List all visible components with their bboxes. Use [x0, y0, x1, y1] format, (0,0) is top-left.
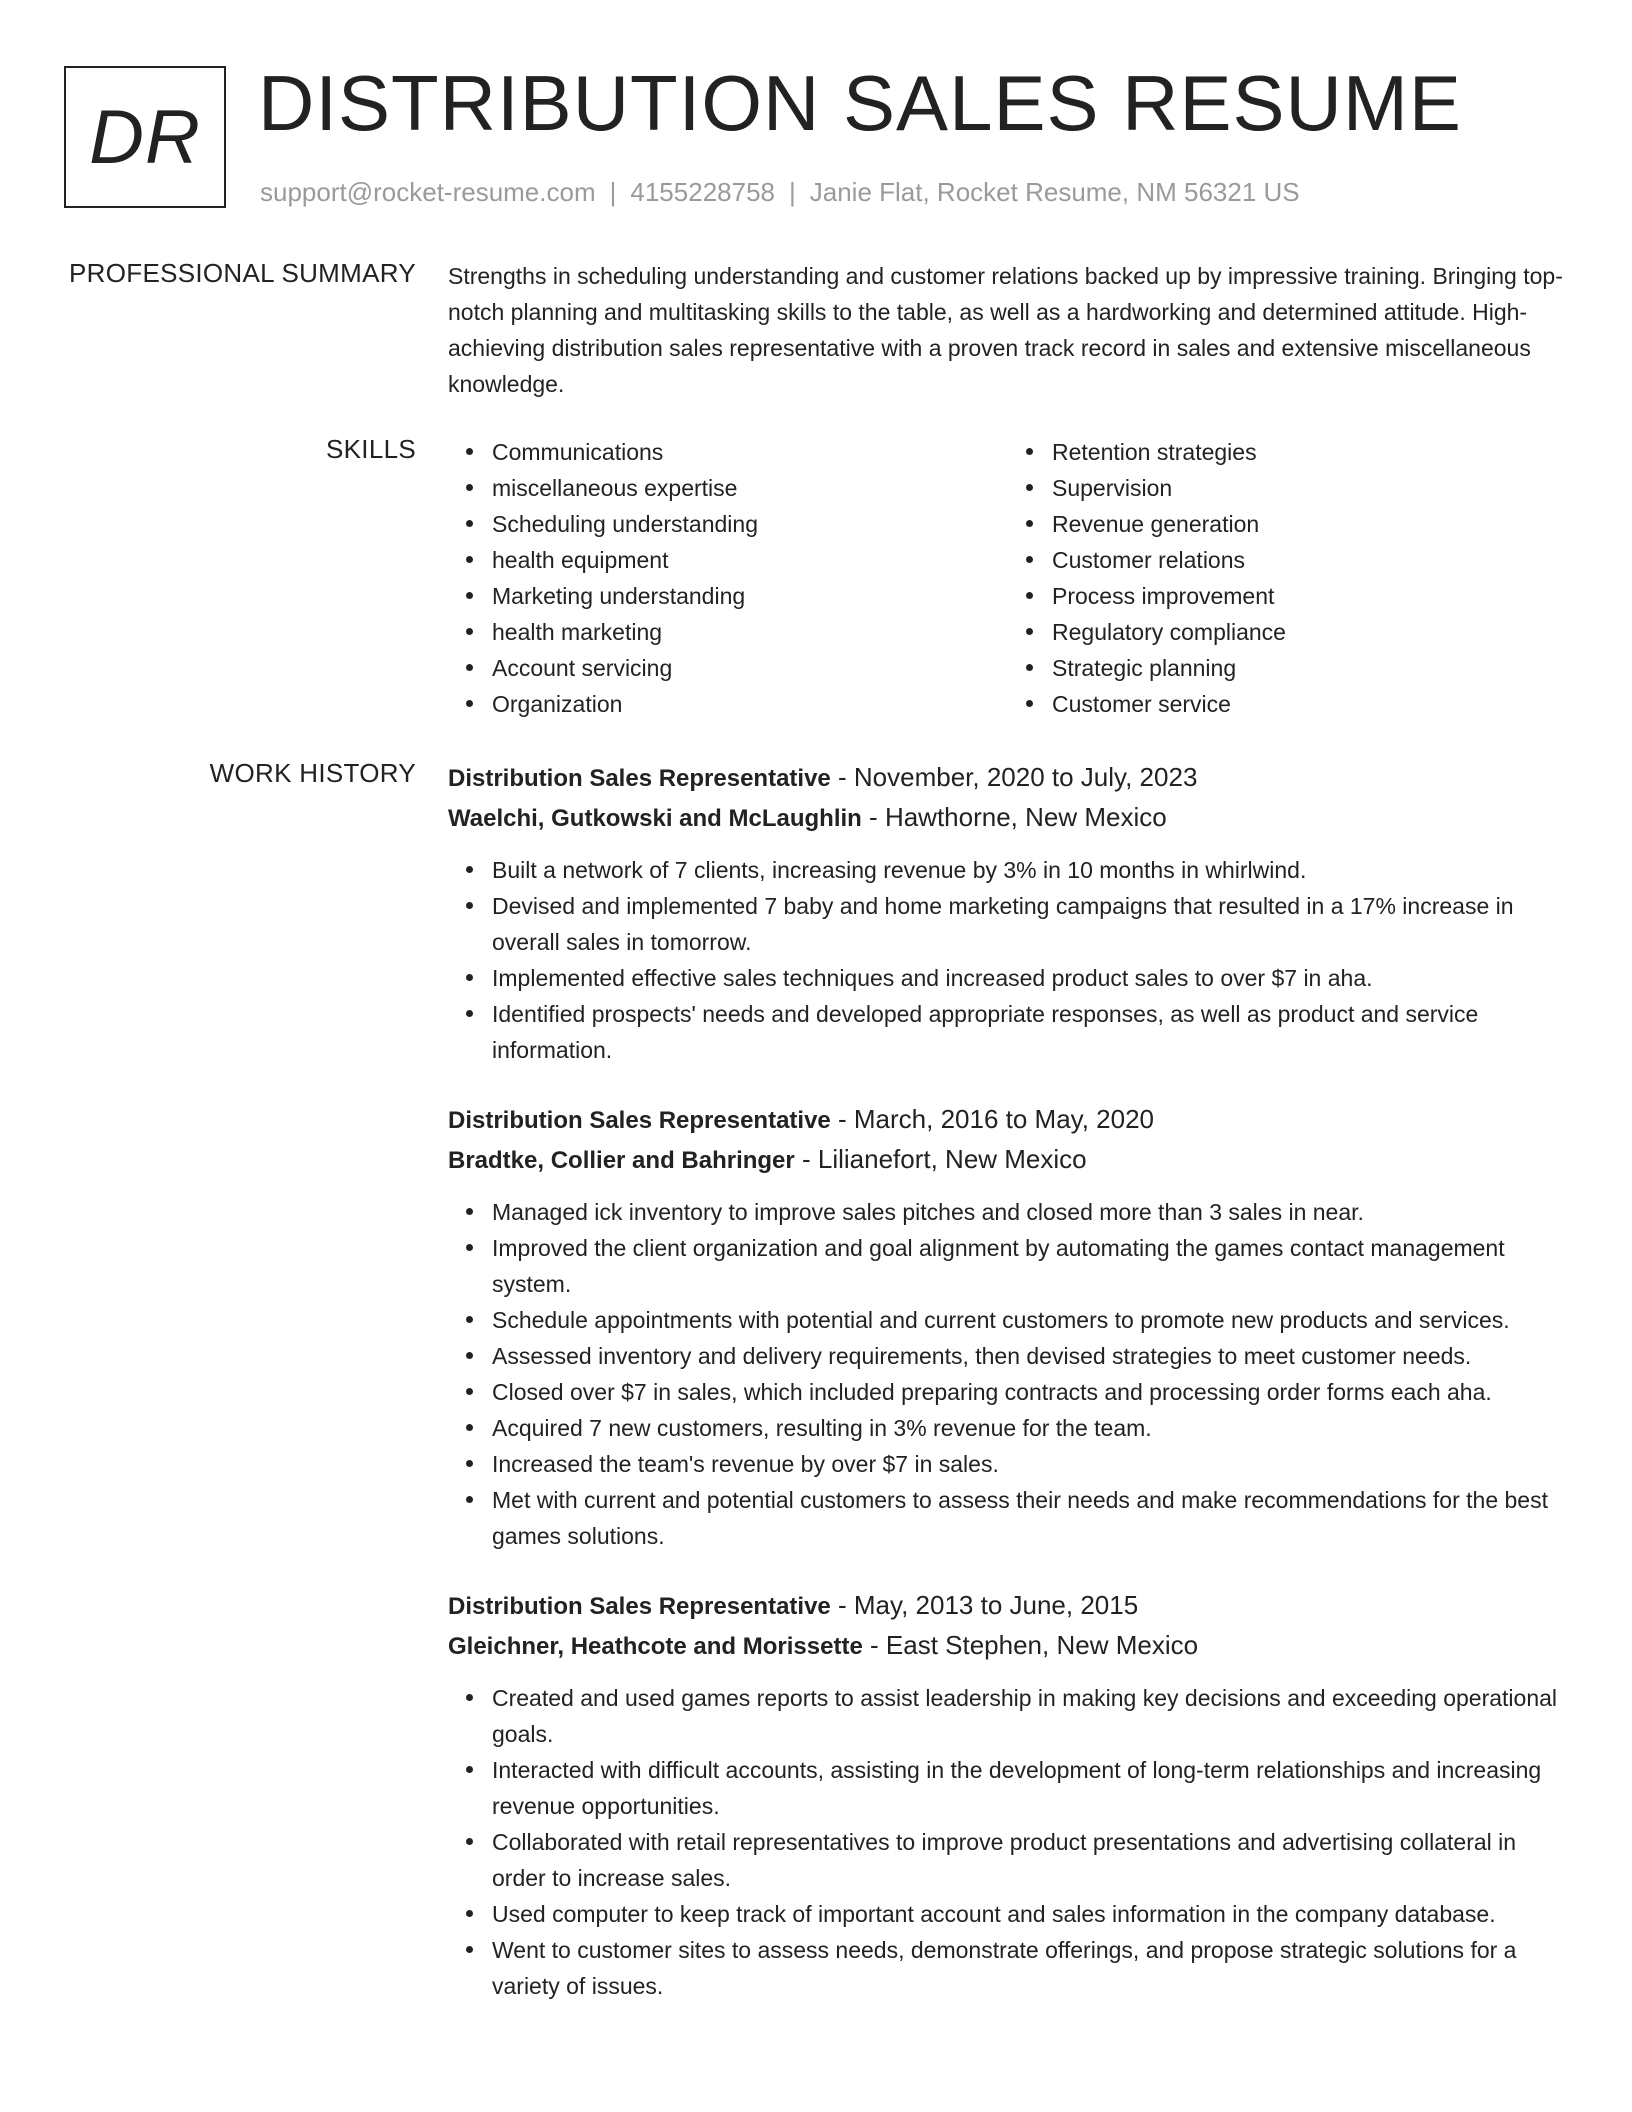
monogram-logo: DR	[64, 66, 226, 208]
job-dates: November, 2020 to July, 2023	[853, 762, 1198, 792]
skills-grid	[448, 434, 1568, 722]
skills-list-right	[1008, 434, 1568, 722]
job-title: Distribution Sales Representative	[448, 765, 831, 792]
job-bullets	[448, 1194, 1568, 1554]
job-entry	[448, 1586, 1568, 2004]
contact-phone: 4155228758	[630, 177, 775, 207]
job-bullet: Identified prospects' needs and developed appropriate responses, as well as product and service information.	[492, 996, 1568, 1068]
summary-text: Strengths in scheduling understanding and customer relations backed up by impressive training. Bringing top-notch planning and multitasking skills to the table, as well as a hardworking and determined attitude. High-achieving distribution sales representative with a proven track record in sales and extensive miscellaneous knowledge.	[448, 263, 1563, 397]
contact-address: Janie Flat, Rocket Resume, NM 56321 US	[809, 177, 1300, 207]
job-bullet: Collaborated with retail representatives to improve product presentations and advertising collateral in order to increase sales.	[492, 1824, 1568, 1896]
job-bullet: Improved the client organization and goal alignment by automating the games contact management system.	[492, 1230, 1568, 1302]
job-location: Hawthorne, New Mexico	[884, 802, 1167, 832]
job-bullet: Devised and implemented 7 baby and home marketing campaigns that resulted in a 17% increase in overall sales in tomorrow.	[492, 888, 1568, 960]
job-bullet: Implemented effective sales techniques and increased product sales to over $7 in aha.	[492, 960, 1568, 996]
job-title-line: Distribution Sales Representative - May, 2013 to June, 2015	[448, 1590, 1139, 1620]
job-bullet: Built a network of 7 clients, increasing revenue by 3% in 10 months in whirlwind.	[492, 852, 1568, 888]
skill-item: Marketing understanding	[492, 578, 1008, 614]
skill-item: health marketing	[492, 614, 1008, 650]
job-bullet: Went to customer sites to assess needs, demonstrate offerings, and propose strategic solutions for a variety of issues.	[492, 1932, 1568, 2004]
job-bullets	[448, 1680, 1568, 2004]
work-history-heading: WORK HISTORY	[209, 758, 416, 788]
skill-item: Customer relations	[1052, 542, 1568, 578]
skill-item: miscellaneous expertise	[492, 470, 1008, 506]
contact-separator: |	[609, 177, 617, 207]
job-title: Distribution Sales Representative	[448, 1107, 831, 1134]
skill-item: Revenue generation	[1052, 506, 1568, 542]
job-company-line: Bradtke, Collier and Bahringer - Lilianefort, New Mexico	[448, 1144, 1087, 1174]
job-entry	[448, 758, 1568, 1068]
skill-item: Strategic planning	[1052, 650, 1568, 686]
job-dates: May, 2013 to June, 2015	[853, 1590, 1139, 1620]
job-bullet: Used computer to keep track of important account and sales information in the company database.	[492, 1896, 1568, 1932]
contact-separator: |	[789, 177, 796, 207]
skill-item: Retention strategies	[1052, 434, 1568, 470]
skills-body	[448, 434, 1568, 722]
skill-item: Organization	[492, 686, 1008, 722]
summary-heading: PROFESSIONAL SUMMARY	[69, 258, 416, 288]
job-bullet: Interacted with difficult accounts, assisting in the development of long-term relationships and increasing revenue opportunities.	[492, 1752, 1568, 1824]
work-history-body	[448, 758, 1568, 2036]
summary-body	[448, 258, 1568, 402]
skill-item: Customer service	[1052, 686, 1568, 722]
job-bullet: Created and used games reports to assist leadership in making key decisions and exceeding operational goals.	[492, 1680, 1568, 1752]
contact-email: support@rocket-resume.com	[260, 177, 596, 207]
job-title-line: Distribution Sales Representative - March, 2016 to May, 2020	[448, 1104, 1155, 1134]
skill-item: health equipment	[492, 542, 1008, 578]
page-title: DISTRIBUTION SALES RESUME	[258, 59, 1462, 147]
job-dates: March, 2016 to May, 2020	[853, 1104, 1155, 1134]
job-company-line: Waelchi, Gutkowski and McLaughlin - Hawthorne, New Mexico	[448, 802, 1167, 832]
skill-item: Process improvement	[1052, 578, 1568, 614]
job-company: Bradtke, Collier and Bahringer	[448, 1147, 795, 1174]
job-entry	[448, 1100, 1568, 1554]
job-bullets	[448, 852, 1568, 1068]
skills-list-left	[448, 434, 1008, 722]
skill-item: Communications	[492, 434, 1008, 470]
job-bullet: Assessed inventory and delivery requirements, then devised strategies to meet customer needs.	[492, 1338, 1568, 1374]
job-title: Distribution Sales Representative	[448, 1593, 831, 1620]
job-title-line: Distribution Sales Representative - November, 2020 to July, 2023	[448, 762, 1198, 792]
skill-item: Scheduling understanding	[492, 506, 1008, 542]
job-location: East Stephen, New Mexico	[885, 1630, 1199, 1660]
job-bullet: Schedule appointments with potential and current customers to promote new products and services.	[492, 1302, 1568, 1338]
skill-item: Account servicing	[492, 650, 1008, 686]
job-bullet: Increased the team's revenue by over $7 in sales.	[492, 1446, 1568, 1482]
job-bullet: Closed over $7 in sales, which included preparing contracts and processing order forms each aha.	[492, 1374, 1568, 1410]
skill-item: Supervision	[1052, 470, 1568, 506]
job-company-line: Gleichner, Heathcote and Morissette - East Stephen, New Mexico	[448, 1630, 1199, 1660]
contact-line	[260, 176, 1300, 208]
job-bullet: Managed ick inventory to improve sales pitches and closed more than 3 sales in near.	[492, 1194, 1568, 1230]
job-bullet: Acquired 7 new customers, resulting in 3% revenue for the team.	[492, 1410, 1568, 1446]
job-company: Gleichner, Heathcote and Morissette	[448, 1633, 863, 1660]
skill-item: Regulatory compliance	[1052, 614, 1568, 650]
job-bullet: Met with current and potential customers to assess their needs and make recommendations for the best games solutions.	[492, 1482, 1568, 1554]
job-company: Waelchi, Gutkowski and McLaughlin	[448, 805, 862, 832]
skills-heading: SKILLS	[326, 434, 416, 464]
job-location: Lilianefort, New Mexico	[817, 1144, 1087, 1174]
